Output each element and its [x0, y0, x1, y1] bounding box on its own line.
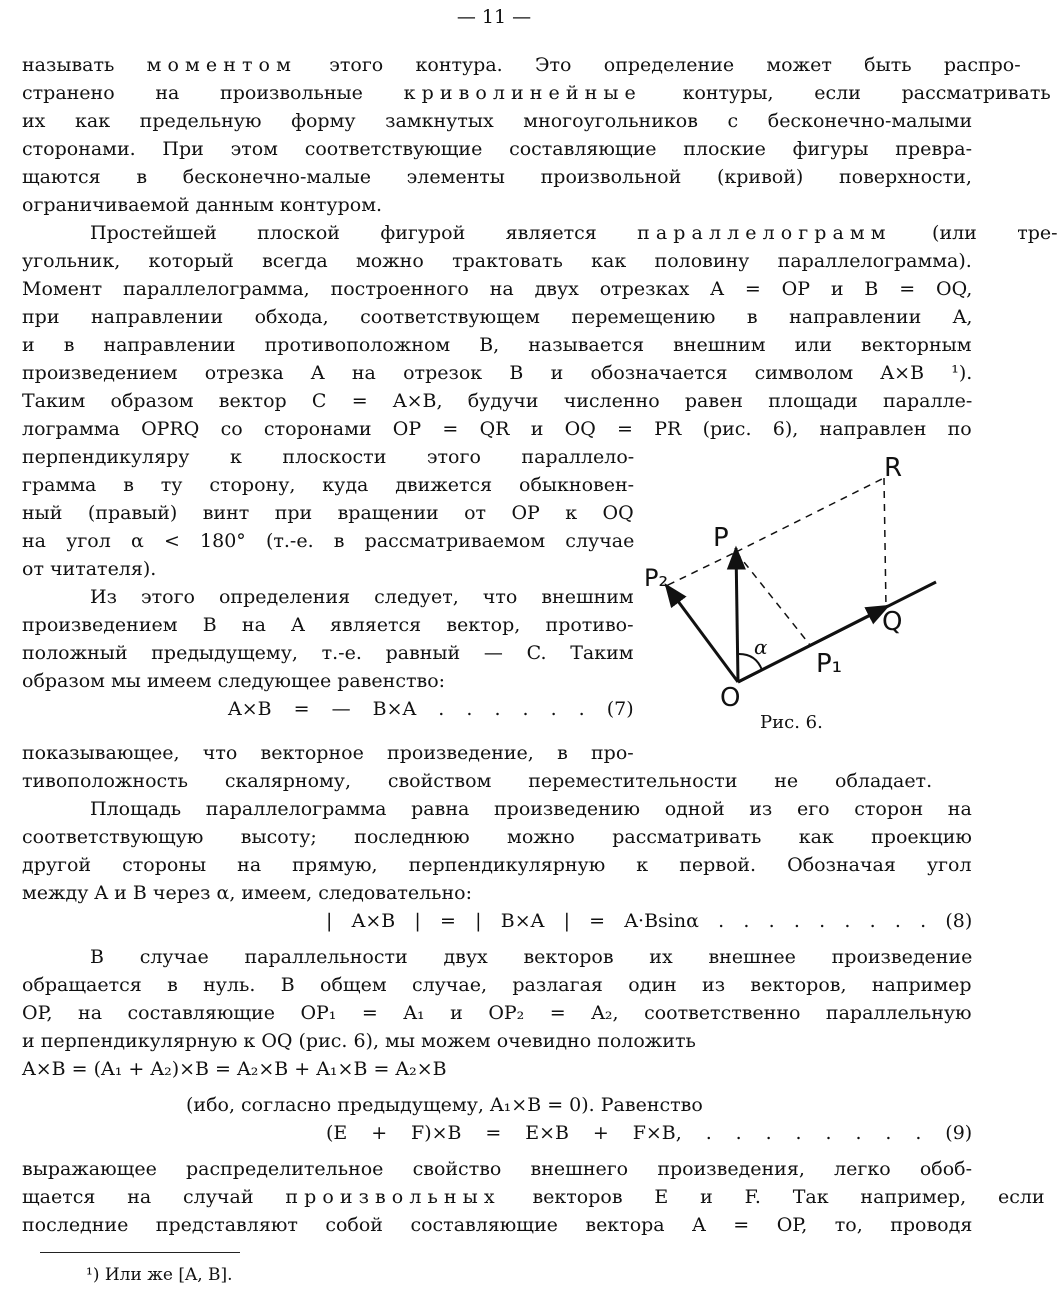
- label-q: Q: [882, 607, 903, 637]
- text-line: и перпендикулярную к OQ (рис. 6), мы можем очевидно положить: [22, 1030, 696, 1052]
- figure-caption: Рис. 6.: [760, 712, 823, 733]
- dashed-r-q: [884, 478, 886, 608]
- label-p1: P₁: [816, 649, 843, 679]
- vector-op: [736, 548, 738, 682]
- text-line: обращается в нуль. В общем случае, разлагая один из векторов, например: [22, 974, 972, 996]
- text-line: между A и B через α, имеем, следовательно:: [22, 882, 472, 904]
- vector-op2: [666, 585, 738, 682]
- text-line: Простейшей плоской фигурой является параллелограмм (или тре-: [90, 222, 1058, 244]
- label-r: R: [884, 453, 903, 483]
- text-line: положный предыдущему, т.-е. равный — C. Таким: [22, 642, 634, 664]
- text-line: Таким образом вектор C = A×B, будучи численно равен площади паралле-: [22, 390, 973, 412]
- text-line: выражающее распределительное свойство внешнего произведения, легко обоб-: [22, 1158, 973, 1180]
- text-line: на угол α < 180° (т.-е. в рассматриваемом случае: [22, 530, 635, 552]
- dashed-p2-p: [668, 552, 736, 585]
- text-line: Из этого определения следует, что внешним: [90, 586, 634, 608]
- text-line: Площадь параллелограмма равна произведению одной из его сторон на: [90, 798, 972, 820]
- text-line: произведением отрезка A на отрезок B и обозначается символом A×B ¹).: [22, 362, 973, 384]
- text-line: ограничиваемой данным контуром.: [22, 194, 383, 216]
- text-line: OP, на составляющие OP₁ = A₁ и OP₂ = A₂, соответственно параллельную: [22, 1002, 972, 1024]
- text-line: тивоположность скалярному, свойством переместительности не обладает.: [22, 770, 933, 792]
- text-line: | A×B | = | B×A | = A·Bsinα . . . . . . . . . (8): [326, 910, 973, 932]
- label-alpha: α: [754, 635, 768, 659]
- text-line: Момент параллелограмма, построенного на двух отрезках A = OP и B = OQ,: [22, 278, 973, 300]
- footnote: ¹) Или же [A, B].: [86, 1265, 233, 1285]
- text-line: странено на произвольные криволинейные контуры, если рассматривать: [22, 82, 1051, 104]
- text-line: A×B = (A₁ + A₂)×B = A₂×B + A₁×B = A₂×B: [22, 1058, 447, 1080]
- text-line: при направлении обхода, соответствующем перемещению в направлении A,: [22, 306, 973, 328]
- text-line: и в направлении противоположном B, называется внешним или векторным: [22, 334, 972, 356]
- text-line: произведением B на A является вектор, противо-: [22, 614, 634, 636]
- text-line: соответствующую высоту; последнюю можно рассматривать как проекцию: [22, 826, 972, 848]
- text-line: лограмма OPRQ со сторонами OP = QR и OQ = PR (рис. 6), направлен по: [22, 418, 972, 440]
- text-line: щаются в бесконечно-малые элементы произвольной (кривой) поверхности,: [22, 166, 972, 188]
- text-line: перпендикуляру к плоскости этого параллело-: [22, 446, 635, 468]
- label-o: O: [720, 683, 741, 713]
- label-p2: P₂: [644, 564, 669, 592]
- spaced-term: произвольных: [285, 1186, 501, 1208]
- text-line: (E + F)×B = E×B + F×B, . . . . . . . . (9): [326, 1122, 973, 1144]
- text-line: другой стороны на прямую, перпендикулярную к первой. Обозначая угол: [22, 854, 972, 876]
- spaced-term: криволинейные: [403, 82, 642, 104]
- dashed-p-p1: [736, 552, 810, 645]
- text-line: грамма в ту сторону, куда движется обыкновен-: [22, 474, 635, 496]
- text-line: A×B = — B×A . . . . . . (7): [228, 698, 634, 720]
- text-line: щается на случай произвольных векторов E и F. Так например, если: [22, 1186, 1045, 1208]
- dashed-p-r: [736, 478, 884, 552]
- page-number: — 11 —: [456, 6, 532, 28]
- text-line: В случае параллельности двух векторов их внешнее произведение: [90, 946, 973, 968]
- label-p: P: [713, 523, 729, 553]
- text-line: (ибо, согласно предыдущему, A₁×B = 0). Равенство: [186, 1094, 703, 1116]
- spaced-term: параллелограмм: [637, 222, 892, 244]
- text-line: сторонами. При этом соответствующие составляющие плоские фигуры превра-: [22, 138, 972, 160]
- figure-6: [638, 440, 968, 740]
- text-line: последние представляют собой составляющие вектора A = OP, то, проводя: [22, 1214, 973, 1236]
- text-line: от читателя).: [22, 558, 157, 580]
- footnote-rule: [40, 1252, 240, 1253]
- text-line: образом мы имеем следующее равенство:: [22, 670, 446, 692]
- text-line: называть моментом этого контура. Это определение может быть распро-: [22, 54, 1021, 76]
- text-line: угольник, который всегда можно трактовать как половину параллелограмма).: [22, 250, 972, 272]
- spaced-term: моментом: [146, 54, 297, 76]
- text-line: показывающее, что векторное произведение, в про-: [22, 742, 634, 764]
- text-line: их как предельную форму замкнутых многоугольников с бесконечно-малыми: [22, 110, 973, 132]
- text-line: ный (правый) винт при вращении от OP к OQ: [22, 502, 634, 524]
